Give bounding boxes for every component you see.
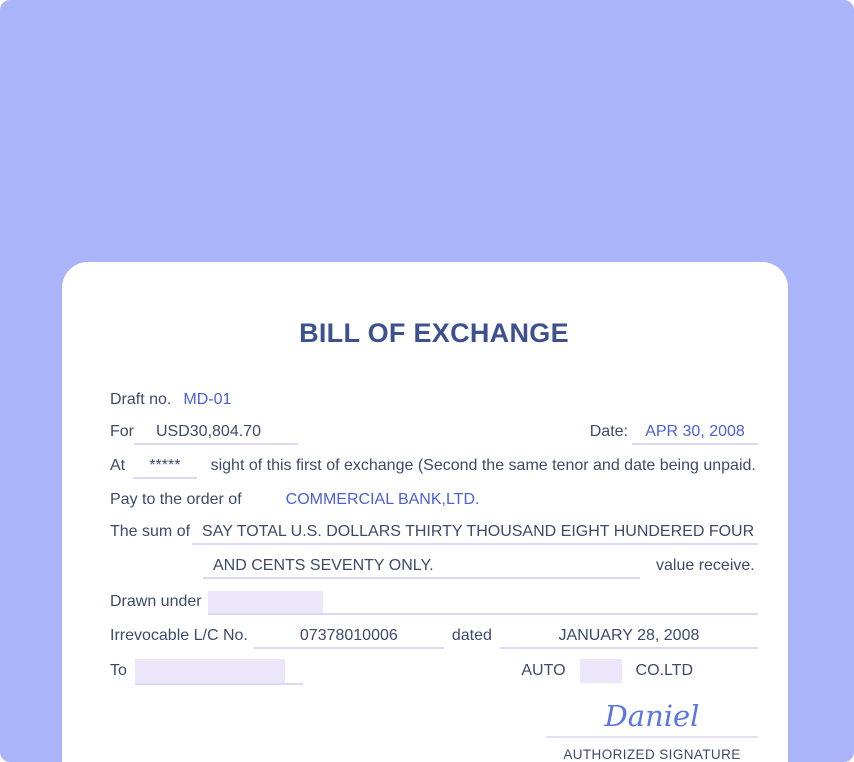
sum-row-line2 — [110, 555, 758, 579]
drawee-company-group — [521, 659, 693, 683]
date-label: Date: — [589, 423, 628, 440]
redaction-block-to — [135, 659, 285, 683]
sight-row — [110, 455, 758, 479]
draft-number-label: Draft no. — [110, 391, 172, 408]
amount-date-row — [110, 421, 758, 445]
to-field — [135, 659, 303, 685]
payee-row — [110, 489, 758, 511]
amount-group — [110, 421, 298, 445]
dated-field: JANUARY 28, 2008 — [500, 625, 758, 649]
company-prefix: AUTO — [521, 662, 566, 679]
drawn-under-field — [208, 591, 758, 615]
sum-field-line1: SAY TOTAL U.S. DOLLARS THIRTY THOUSAND EIGHT HUNDERED FOUR — [192, 521, 758, 545]
signature-block — [546, 699, 758, 762]
for-label: For — [110, 423, 134, 440]
date-field: APR 30, 2008 — [632, 421, 758, 445]
lc-number-label: Irrevocable L/C No. — [110, 627, 248, 644]
sum-label: The sum of — [110, 523, 191, 540]
draft-number-row — [110, 389, 758, 411]
authorized-signature-label: AUTHORIZED SIGNATURE — [563, 747, 741, 762]
for-amount-field: USD30,804.70 — [134, 421, 298, 445]
signature-handwriting: Daniel — [546, 699, 758, 738]
at-field: ***** — [133, 455, 196, 479]
payee-value: COMMERCIAL BANK,LTD. — [285, 491, 480, 508]
document-title-text: BILL OF EXCHANGE — [299, 318, 569, 348]
at-label: At — [110, 457, 126, 474]
bill-of-exchange-card — [62, 262, 788, 762]
sum-field-line2: AND CENTS SEVENTY ONLY. — [203, 555, 640, 579]
pay-to-order-label: Pay to the order of — [110, 491, 242, 508]
to-row — [110, 659, 758, 685]
drawn-under-label: Drawn under — [110, 593, 202, 610]
to-label: To — [110, 662, 127, 679]
lc-number-row — [110, 625, 758, 649]
sight-text: sight of this first of exchange (Second the same tenor and date being unpaid. — [210, 457, 756, 474]
redaction-block-drawn-under — [208, 591, 323, 613]
value-receive-label: value receive. — [656, 557, 755, 574]
document-title — [110, 318, 758, 349]
drawn-under-row — [110, 591, 758, 615]
dated-label: dated — [451, 627, 492, 644]
lc-number-field: 07378010006 — [254, 625, 444, 649]
redaction-block-company — [580, 659, 622, 683]
company-suffix: CO.LTD — [635, 662, 693, 679]
sum-row-line1 — [110, 521, 758, 545]
draft-number-value: MD-01 — [183, 391, 232, 408]
date-group — [590, 421, 758, 445]
